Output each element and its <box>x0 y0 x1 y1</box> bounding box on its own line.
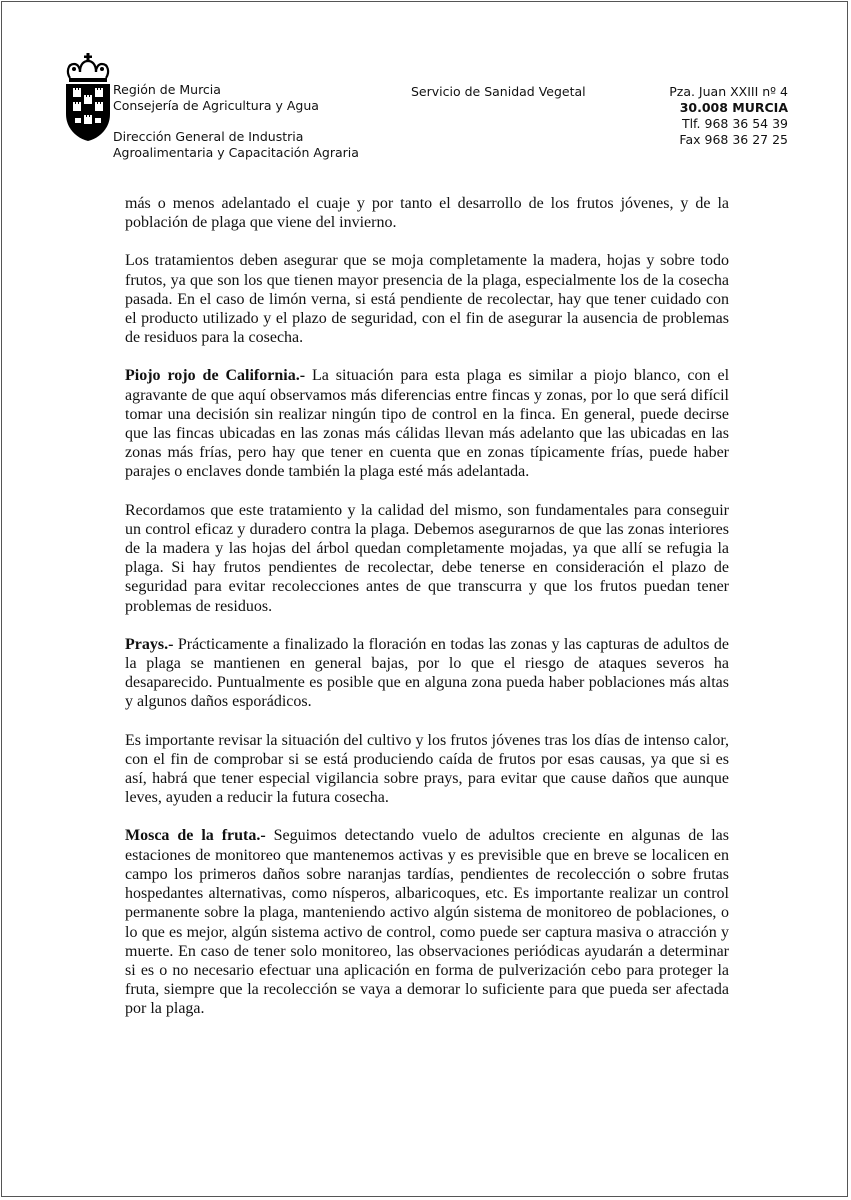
document-body <box>125 194 729 1038</box>
paragraph-prays-text: Prácticamente a finalizado la floración en todas las zonas y las capturas de adultos de la plaga se mantienen en general bajas, por lo que el riesgo de ataques severos ha desaparecido. Puntualmente es posible que en alguna zona pueda haber poblaciones más altas y algunos daños esporádicos. <box>125 635 729 711</box>
paragraph-piojo-rojo <box>125 366 729 481</box>
paragraph-4: Recordamos que este tratamiento y la calidad del mismo, son fundamentales para conseguir un control eficaz y duradero contra la plaga. Debemos asegurarnos de que las zonas interiores de la madera y las hojas del árbol quedan completamente mojadas, ya que allí se refugia la plaga. Si hay frutos pendientes de recolectar, debe tenerse en consideración el plazo de seguridad para evitar recolecciones antes de que transcurra y que los frutos puedan tener problemas de residuos. <box>125 501 729 615</box>
region-name: Región de Murcia <box>113 82 221 97</box>
address: Pza. Juan XXIII nº 4 <box>669 84 788 99</box>
paragraph-mosca <box>125 826 729 1018</box>
paragraph-mosca-text: Seguimos detectando vuelo de adultos creciente en algunas de las estaciones de monitoreo que mantenemos activas y es previsible que en breve se localicen en campo los primeros daños sobre naranjas tardías, pendientes de recolección o sobre frutas hospedantes alternativas, como nísperos, albaricoques, etc. Es importante realizar un control permanente sobre la plaga, manteniendo activo algún sistema de monitoreo de poblaciones, o lo que es mejor, algún sistema activo de control, como puede ser captura masiva o atracción y muerte. En caso de tener solo monitoreo, las observaciones periódicas ayudarán a determinar si es o no necesario efectuar una aplicación en forma de pulverización cebo para proteger la fruta, siempre que la recolección se vaya a demorar lo suficiente para que pueda ser afectada por la plaga. <box>125 827 730 1018</box>
header-direccion <box>113 129 359 161</box>
header-servicio: Servicio de Sanidad Vegetal <box>411 84 586 99</box>
consejeria-name: Consejería de Agricultura y Agua <box>113 98 319 113</box>
paragraph-6: Es importante revisar la situación del cultivo y los frutos jóvenes tras los días de intenso calor, con el fin de comprobar si se está produciendo caída de frutos por esas causas, ya que si es así, habrá que tener especial vigilancia sobre prays, para evitar que cause daños que aunque leves, ayuden a reducir la futura cosecha. <box>125 731 729 807</box>
phone: Tlf. 968 36 54 39 <box>681 116 788 131</box>
direccion-line2: Agroalimentaria y Capacitación Agraria <box>113 145 359 160</box>
document-page <box>1 1 848 1197</box>
city: 30.008 MURCIA <box>679 100 788 115</box>
header-institution <box>113 82 319 114</box>
section-title-mosca: Mosca de la fruta.- <box>125 827 266 845</box>
paragraph-piojo-rojo-text: La situación para esta plaga es similar a piojo blanco, con el agravante de que aquí observamos más diferencias entre fincas y zonas, por lo que será difícil tomar una decisión sin realizar ningún tipo de control en la finca. En general, puede decirse que las fincas ubicadas en las zonas más cálidas llevan más adelanto que las ubicadas en las zonas más frías, pero hay que tener en cuenta que en zonas típicamente frías, puede haber parajes o enclaves donde también la plaga esté más adelantada. <box>125 367 730 481</box>
section-title-prays: Prays.- <box>125 635 174 653</box>
region-crest-logo <box>64 52 112 142</box>
paragraph-1: más o menos adelantado el cuaje y por tanto el desarrollo de los frutos jóvenes, y de la población de plaga que viene del invierno. <box>125 195 729 232</box>
section-title-piojo-rojo: Piojo rojo de California.- <box>125 367 306 385</box>
direccion-line1: Dirección General de Industria <box>113 129 304 144</box>
header-contact <box>622 84 788 148</box>
paragraph-2: Los tratamientos deben asegurar que se moja completamente la madera, hojas y sobre todo frutos, ya que son los que tienen mayor presencia de la plaga, especialmente los de la cosecha pasada. En el caso de limón verna, si está pendiente de recolectar, hay que tener cuidado con el producto utilizado y el plazo de seguridad, con el fin de asegurar la ausencia de problemas de residuos para la cosecha. <box>125 252 729 347</box>
fax: Fax 968 36 27 25 <box>679 132 788 147</box>
paragraph-prays <box>125 635 729 712</box>
